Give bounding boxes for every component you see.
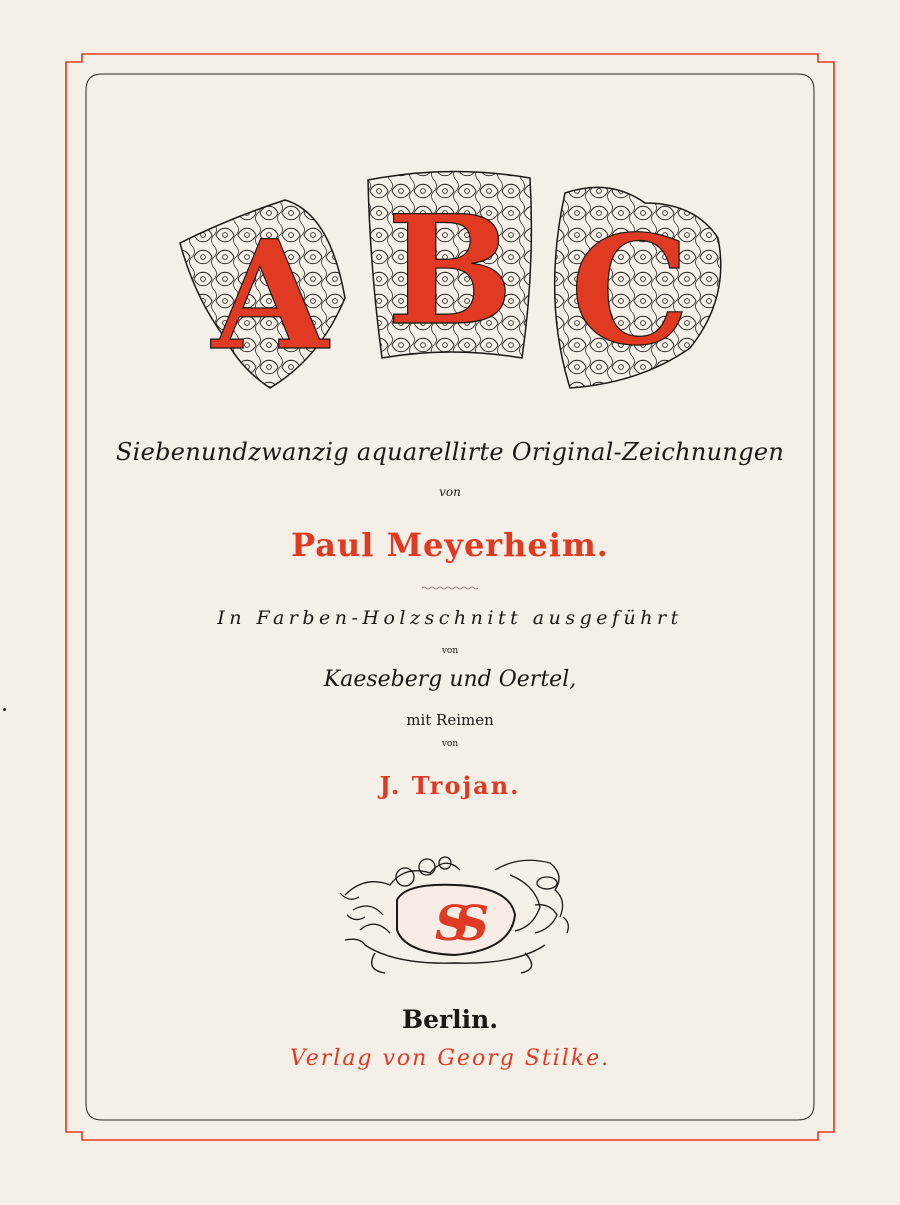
wavy-divider: [422, 586, 480, 590]
initial-c: C: [570, 203, 690, 379]
initial-b: B: [386, 183, 514, 359]
engravers-name: Kaeseberg und Oertel,: [323, 667, 577, 692]
initial-a: A: [211, 208, 329, 384]
artist-name: Paul Meyerheim.: [291, 526, 609, 564]
by-line-2: von: [441, 646, 459, 656]
by-line-1: von: [439, 485, 461, 499]
publisher-monogram: SS: [434, 896, 476, 952]
publication-city: Berlin.: [401, 1005, 499, 1034]
abc-ornamental-initials: [170, 158, 730, 398]
woodcut-line: In Farben-Holzschnitt ausgeführt: [217, 607, 683, 629]
subtitle: Siebenundzwanzig aquarellirte Original-Zeichnungen: [115, 438, 785, 466]
publisher-mark-vignette: [335, 845, 575, 980]
paper-speck: [3, 708, 6, 711]
rhymes-line: mit Reimen: [406, 711, 494, 729]
publisher-name: Verlag von Georg Stilke.: [289, 1046, 611, 1071]
poet-name: J. Trojan.: [379, 771, 521, 800]
by-line-3: von: [441, 739, 459, 749]
